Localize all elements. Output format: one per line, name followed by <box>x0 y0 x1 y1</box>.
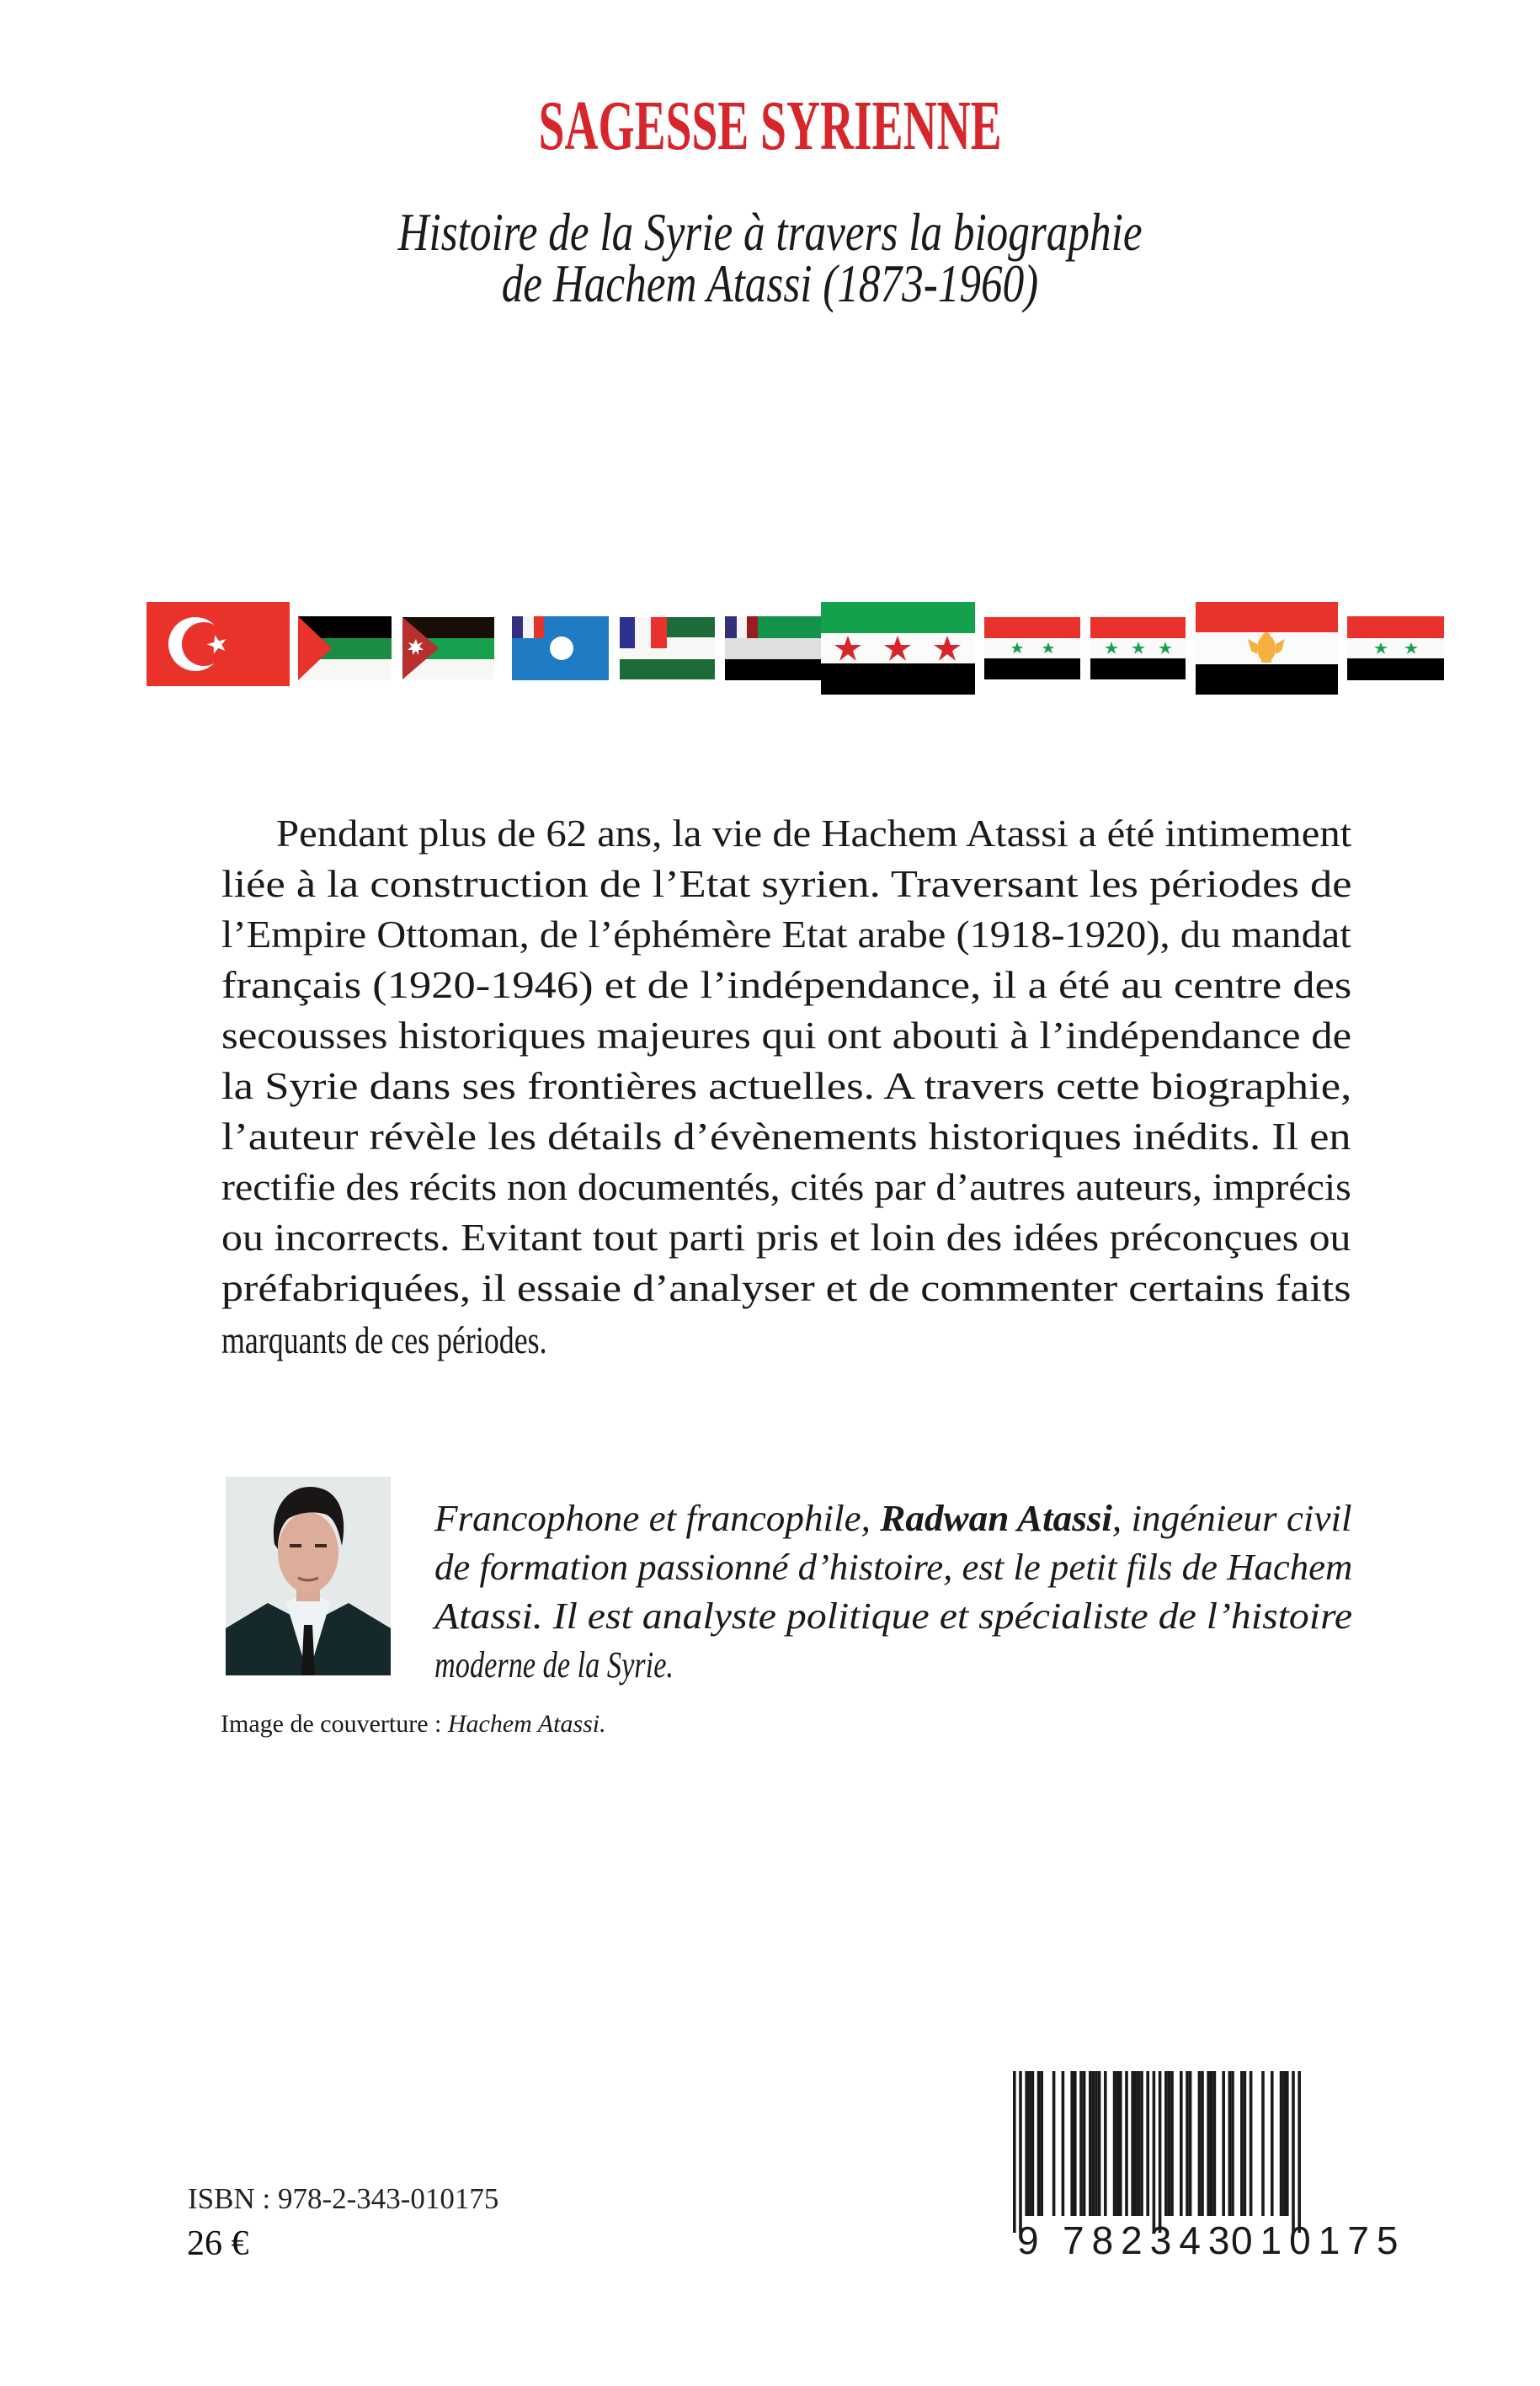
summary-line: Pendant plus de 62 ans, la vie de Hachem Atassi a été intimement <box>276 812 1352 855</box>
united-arab-republic-flag <box>984 617 1080 679</box>
crescent-star-icon <box>147 602 290 686</box>
eagle-emblem-icon <box>1196 602 1338 695</box>
barcode-digit-first: 9 <box>1017 2218 1047 2262</box>
barcode-digits-left: 782343 <box>1063 2218 1238 2262</box>
summary-line: l’auteur révèle les détails d’évènements historiques inédits. Il en <box>221 1115 1351 1158</box>
arab-kingdom-flag <box>402 617 494 679</box>
book-subtitle-line-1: Histoire de la Syrie à travers la biographie <box>397 202 1143 262</box>
summary-line: la Syrie dans ses frontières actuelles. A travers cette biographie, <box>221 1064 1352 1107</box>
author-photo <box>226 1477 391 1675</box>
arab-republic-eagle-flag <box>1196 602 1338 695</box>
two-green-stars-icon <box>1347 616 1444 680</box>
summary-line: préfabriquées, il essaie d’analyser et de commenter certains faits <box>221 1266 1351 1309</box>
summary-line: secousses historiques majeures qui ont abouti à l’indépendance de <box>221 1014 1352 1057</box>
author-name: Radwan Atassi <box>880 1498 1112 1539</box>
summary-line: marquants de ces périodes. <box>221 1318 547 1361</box>
ottoman-empire-flag <box>147 602 290 686</box>
barcode-digits-right: 010175 <box>1231 2218 1406 2262</box>
book-subtitle-line-2: de Hachem Atassi (1873-1960) <box>501 253 1039 313</box>
book-title-text: SAGESSE SYRIENNE <box>538 87 1002 165</box>
bio-line: Atassi. Il est analyste politique et spécialiste de l’histoire <box>434 1595 1353 1637</box>
bio-line: moderne de la Syrie. <box>434 1644 674 1686</box>
summary-line: rectifie des récits non documentés, cités par d’autres auteurs, imprécis <box>221 1165 1351 1208</box>
syrian-republic-mandate-flag <box>725 616 823 680</box>
isbn: ISBN : 978-2-343-010175 <box>188 2182 499 2215</box>
two-green-stars-icon <box>984 617 1080 679</box>
price: 26 € <box>187 2224 249 2263</box>
cover-image-credit: Image de couverture : Hachem Atassi. <box>221 1710 606 1738</box>
book-title <box>0 87 1540 165</box>
bio-line: Francophone et francophile, Radwan Atassi, ingénieur civil <box>434 1498 1352 1539</box>
bio-line: de formation passionné d’histoire, est le petit fils de Hachem <box>434 1547 1353 1588</box>
seven-point-star-icon <box>402 617 494 679</box>
three-star-flag <box>1090 617 1186 679</box>
barcode <box>977 2067 1406 2269</box>
state-of-syria-flag <box>620 617 715 679</box>
alawite-state-flag <box>512 616 609 680</box>
three-green-stars-icon <box>1090 617 1186 679</box>
three-red-stars-icon <box>821 602 975 695</box>
summary-line: ou incorrects. Evitant tout parti pris et loin des idées préconçues ou <box>221 1216 1351 1259</box>
author-portrait-icon <box>226 1477 391 1675</box>
summary-line: liée à la construction de l’Etat syrien. Traversant les périodes de <box>221 862 1352 905</box>
sun-disc-icon <box>512 616 609 680</box>
summary-line: français (1920-1946) et de l’indépendance, il a été au centre des <box>221 963 1352 1006</box>
arab-revolt-flag <box>298 616 392 680</box>
syrian-independence-flag <box>821 602 975 695</box>
summary-line: l’Empire Ottoman, de l’éphémère Etat arabe (1918-1920), du mandat <box>221 913 1351 956</box>
triangle-icon <box>298 616 392 680</box>
syrian-arab-republic-flag <box>1347 616 1444 680</box>
